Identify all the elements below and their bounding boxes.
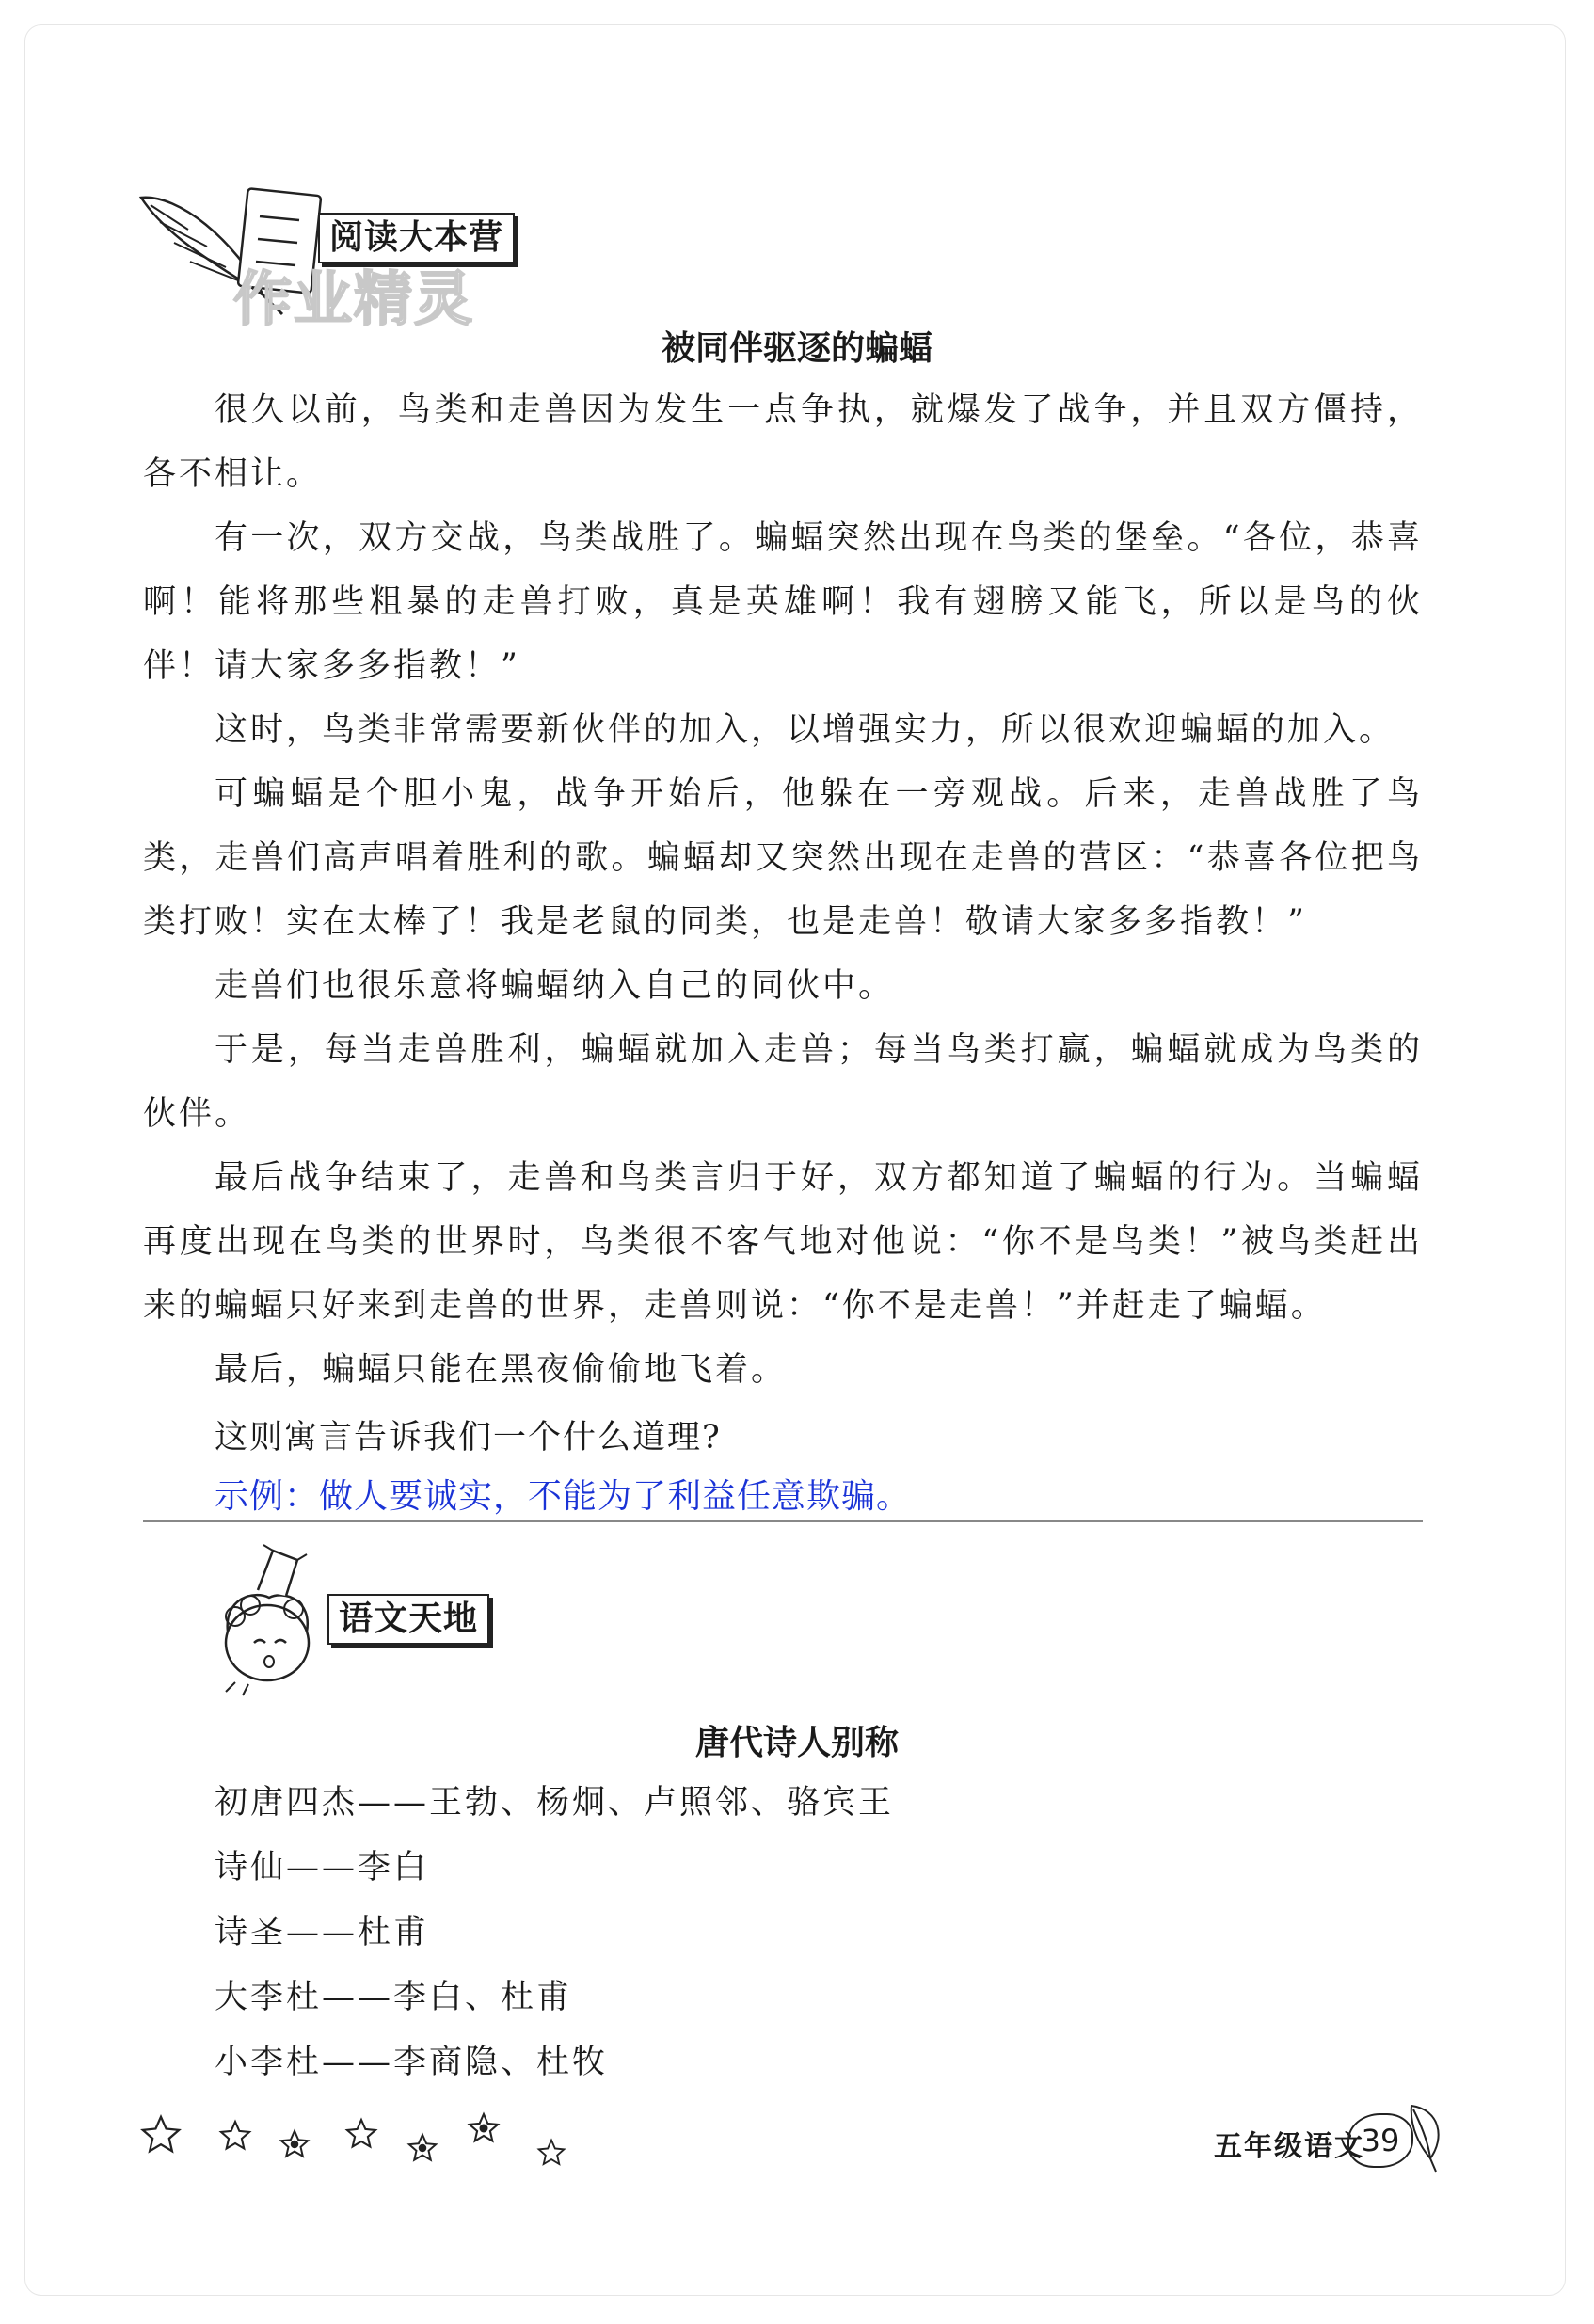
story-paragraph: 可蝙蝠是个胆小鬼，战争开始后，他躲在一旁观战。后来，走兽战胜了鸟类，走兽们高声唱着胜利的歌。蝙蝠却又突然出现在走兽的营区：“恭喜各位把鸟类打败！实在太棒了！我是老鼠的同类，也是走兽！敬请大家多多指教！” [143, 775, 1423, 941]
list-item: 诗圣——杜甫 [215, 1914, 430, 1951]
star-icon [279, 2128, 311, 2160]
star-icon [536, 2138, 566, 2168]
chinese-world-section-label: 语文天地 [327, 1594, 489, 1645]
list-item: 诗仙——李白 [215, 1849, 430, 1886]
story-paragraph: 走兽们也很乐意将蝙蝠纳入自己的同伙中。 [215, 967, 895, 1005]
child-reading-icon [207, 1541, 339, 1701]
star-icon [139, 2113, 183, 2157]
page-number: 39 [1347, 2113, 1413, 2168]
story-title: 被同伴驱逐的蝙蝠 [661, 329, 932, 368]
answer: 示例：做人要诚实，不能为了利益任意欺骗。 [215, 1477, 912, 1516]
story-paragraph: 最后战争结束了，走兽和鸟类言归于好，双方都知道了蝙蝠的行为。当蝙蝠再度出现在鸟类的世界时，鸟类很不客气地对他说：“你不是鸟类！”被鸟类赶出来的蝙蝠只好来到走兽的世界，走兽则说：“你不是走兽！”并赶走了蝙蝠。 [143, 1159, 1423, 1325]
list-item: 初唐四杰——王勃、杨炯、卢照邻、骆宾王 [215, 1784, 895, 1822]
story-paragraph: 很久以前，鸟类和走兽因为发生一点争执，就爆发了战争，并且双方僵持，各不相让。 [143, 391, 1423, 493]
question: 这则寓言告诉我们一个什么道理? [215, 1419, 722, 1456]
list-item: 小李杜——李商隐、杜牧 [215, 2044, 609, 2081]
divider [143, 1520, 1423, 1522]
story-paragraph: 有一次，双方交战，鸟类战胜了。蝙蝠突然出现在鸟类的堡垒。“各位，恭喜啊！能将那些粗暴的走兽打败，真是英雄啊！我有翅膀又能飞，所以是鸟的伙伴！请大家多多指教！” [143, 519, 1423, 685]
story-paragraph: 最后，蝙蝠只能在黑夜偷偷地飞着。 [215, 1351, 788, 1389]
story-paragraph: 于是，每当走兽胜利，蝙蝠就加入走兽；每当鸟类打赢，蝙蝠就成为鸟类的伙伴。 [143, 1031, 1423, 1133]
star-icon [406, 2132, 438, 2164]
reading-section-label: 阅读大本营 [318, 213, 515, 263]
star-icon [344, 2117, 378, 2151]
book-label: 五年级语文 [1214, 2130, 1364, 2163]
poets-title: 唐代诗人别称 [694, 1724, 899, 1762]
watermark: 作业精灵 [233, 264, 475, 333]
story-body [143, 378, 1423, 1402]
list-item: 大李杜——李白、杜甫 [215, 1979, 573, 2016]
star-icon [218, 2119, 252, 2153]
poet-nicknames-list [215, 1771, 894, 2095]
story-paragraph: 这时，鸟类非常需要新伙伴的加入，以增强实力，所以很欢迎蝙蝠的加入。 [215, 711, 1395, 749]
star-icon [467, 2111, 501, 2145]
leaf-icon [1402, 2100, 1449, 2175]
